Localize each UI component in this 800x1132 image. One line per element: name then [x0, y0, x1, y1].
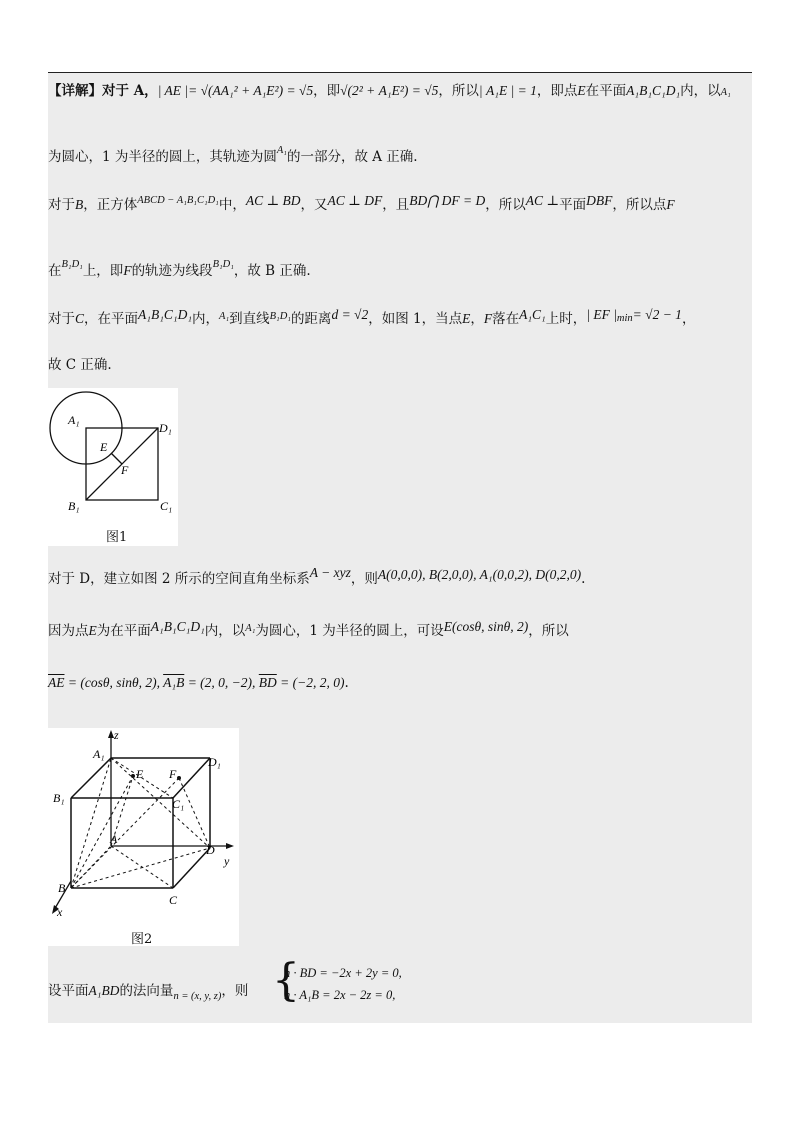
- formula: n = (x, y, z): [173, 991, 222, 1002]
- vector: $\overline{AE}$: [48, 675, 65, 690]
- formula: | EF |: [586, 307, 617, 322]
- equation-row-2: [284, 985, 395, 1005]
- line-5: [48, 309, 695, 331]
- solution-heading: 【详解】对于 A，: [48, 83, 158, 99]
- text: 对于: [48, 311, 75, 327]
- text: ，即点: [536, 83, 578, 99]
- text: 内，以: [680, 83, 721, 99]
- label-z-axis: z: [114, 728, 119, 742]
- figure-2-caption: 图2: [131, 932, 153, 947]
- text: 为圆心，1 为半径的圆上，其轨迹为圆: [48, 149, 277, 165]
- formula: ABCD − A₁B₁C₁D₁: [137, 195, 219, 206]
- formula: A₁C₁: [519, 307, 546, 322]
- text: 上，即: [82, 263, 124, 279]
- formula: AC ⊥ DF: [327, 193, 383, 208]
- text: 为在平面: [96, 623, 151, 639]
- formula: A₁B₁C₁D₁: [626, 83, 681, 98]
- line-8: [48, 621, 569, 643]
- line-9: [48, 673, 349, 693]
- line-3: [48, 195, 675, 217]
- text: 对于 D，建立如图 2 所示的空间直角坐标系: [48, 571, 310, 587]
- label-E: E: [100, 440, 108, 454]
- formula: = (cosθ, sinθ, 2),: [64, 675, 164, 690]
- formula: AC ⊥ BD: [245, 193, 301, 208]
- text: 的轨迹为线段: [131, 263, 213, 279]
- label-C: C: [169, 893, 178, 907]
- label-C1: C₁: [172, 797, 185, 811]
- formula: B₁D₁: [61, 259, 83, 270]
- formula: E: [462, 311, 471, 326]
- text: ，则: [221, 983, 249, 999]
- formula: A − xyz: [309, 565, 351, 580]
- text: ，正方体: [83, 197, 138, 213]
- text: 故 C 正确.: [48, 357, 112, 373]
- text: ，所以: [438, 83, 479, 99]
- line-1: [48, 81, 731, 103]
- formula: | AE |= √(AA₁² + A₁E²) = √5: [157, 83, 314, 98]
- text: 在: [48, 263, 62, 279]
- solution-content: [48, 73, 752, 1023]
- formula: E: [88, 623, 97, 638]
- text: 落在: [492, 311, 520, 327]
- figure-1-diagram: [48, 388, 178, 546]
- formula: C: [75, 311, 85, 326]
- text: 为圆心，1 为半径的圆上，可设: [255, 623, 444, 639]
- formula: E: [577, 83, 586, 98]
- label-D: D: [206, 843, 215, 857]
- formula: B: [75, 197, 84, 212]
- formula: A₁: [276, 145, 287, 156]
- label-A: A: [110, 832, 118, 846]
- formula: AC ⊥: [525, 193, 560, 208]
- text: 对于: [48, 197, 75, 213]
- text: ，则: [350, 571, 378, 587]
- label-C1: C₁: [160, 499, 173, 513]
- label-D1: D₁: [208, 755, 221, 769]
- text: ，即: [313, 83, 341, 99]
- label-F: F: [169, 767, 177, 781]
- system-brace: {: [272, 955, 300, 1006]
- label-B: B: [58, 881, 66, 895]
- text: 上时，: [545, 311, 587, 327]
- text: ，所以点: [612, 197, 667, 213]
- label-B1: B₁: [53, 791, 65, 805]
- text: ，如图 1，当点: [368, 311, 463, 327]
- text: 平面: [559, 197, 587, 213]
- formula: A₁B₁C₁D₁: [138, 307, 193, 322]
- label-y-axis: y: [224, 854, 230, 868]
- label-B1: B₁: [68, 499, 80, 513]
- figure-1: [48, 388, 178, 546]
- label-E: E: [136, 767, 144, 781]
- text: 因为点: [48, 623, 89, 639]
- formula: A(0,0,0), B(2,0,0), A₁(0,0,2), D(0,2,0): [377, 567, 582, 582]
- text: ，所以: [528, 623, 569, 639]
- figure-2: [48, 728, 239, 946]
- formula: n · A₁B = 2x − 2z = 0,: [284, 988, 396, 1002]
- text: 内，以: [204, 623, 246, 639]
- formula: F: [483, 311, 493, 326]
- text: .: [344, 675, 349, 691]
- vector: $\overline{BD}$: [258, 675, 277, 690]
- figure-1-caption: 图1: [106, 530, 128, 545]
- formula: = √2 − 1: [632, 307, 682, 322]
- formula: min: [616, 313, 633, 324]
- text: ，: [681, 311, 696, 327]
- formula: | A₁E | = 1: [478, 83, 537, 98]
- formula: d = √2: [331, 307, 369, 322]
- label-x-axis: x: [57, 905, 63, 919]
- vector: A₁B: [163, 675, 185, 690]
- label-A1: A₁: [68, 413, 80, 427]
- formula: A₁: [720, 87, 731, 98]
- text: ，且: [382, 197, 410, 213]
- text: 在平面: [585, 83, 627, 99]
- figure-2-diagram: [48, 728, 239, 946]
- formula: n · BD = −2x + 2y = 0,: [284, 966, 402, 980]
- line-7: [48, 565, 586, 589]
- line-10: [48, 981, 248, 1003]
- text: 到直线: [229, 311, 270, 327]
- text: 设平面: [48, 983, 89, 999]
- formula: A₁BD: [88, 983, 120, 998]
- formula: A₁B₁C₁D₁: [150, 619, 205, 634]
- formula: E(cosθ, sinθ, 2): [443, 619, 529, 634]
- text: ，故 B 正确.: [233, 263, 311, 279]
- formula: = (2, 0, −2),: [184, 675, 259, 690]
- formula: F: [666, 197, 675, 212]
- text: .: [581, 571, 586, 587]
- line-2: [48, 147, 418, 169]
- text: 的法向量: [119, 983, 174, 999]
- text: ，: [470, 311, 484, 327]
- text: 中，: [218, 197, 246, 213]
- formula: B₁D₁: [212, 259, 234, 270]
- formula: F: [123, 263, 132, 278]
- text: 的距离: [290, 311, 332, 327]
- equation-row-1: [284, 963, 402, 983]
- text: ，又: [300, 197, 328, 213]
- line-6: [48, 355, 112, 375]
- formula: BD⋂ DF = D: [409, 193, 486, 208]
- formula: A₁: [219, 311, 230, 322]
- text: ，所以: [485, 197, 526, 213]
- text: 内，: [192, 311, 220, 327]
- label-A1: A₁: [93, 747, 105, 761]
- text: 的一部分，故 A 正确.: [286, 149, 418, 165]
- text: ，在平面: [84, 311, 139, 327]
- formula: √(2² + A₁E²) = √5: [340, 83, 439, 98]
- formula: = (−2, 2, 0): [276, 675, 345, 690]
- label-D1: D₁: [159, 421, 172, 435]
- label-F: F: [121, 463, 129, 477]
- formula: B₁D₁: [269, 311, 291, 322]
- formula: DBF: [586, 193, 613, 208]
- line-4: [48, 261, 311, 283]
- formula: A₁: [245, 623, 256, 634]
